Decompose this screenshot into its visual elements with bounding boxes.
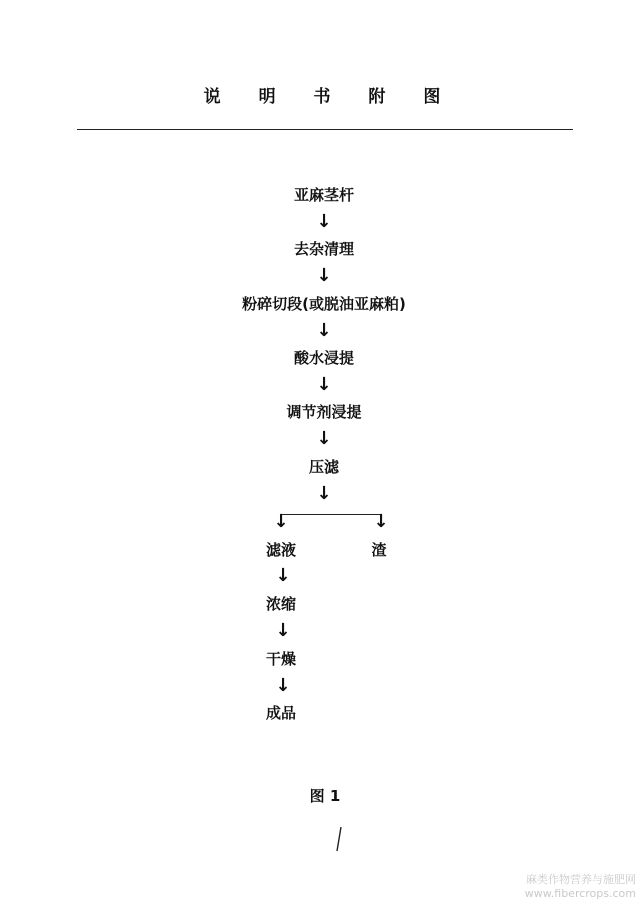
flow-step-concentration: 浓缩 (265, 595, 296, 613)
flow-arrow-6: ↓ (316, 483, 332, 504)
flow-arrow-2: ↓ (316, 265, 332, 286)
flow-step-flax-stalk: 亚麻茎杆 (293, 186, 354, 204)
flow-step-crushing: 粉碎切段(或脱油亚麻粕) (242, 295, 406, 313)
watermark (525, 873, 636, 901)
flow-arrow-1: ↓ (316, 211, 332, 232)
flow-arrow-7: ↓ (275, 565, 291, 586)
watermark-url: www.fibercrops.com (524, 887, 636, 900)
branch-arrow-left: ↓ (273, 511, 289, 532)
flow-arrow-8: ↓ (275, 620, 291, 641)
flow-step-acid-extraction: 酸水浸提 (293, 349, 354, 367)
page-title: 说 明 书 附 图 (203, 87, 457, 107)
flow-arrow-3: ↓ (316, 320, 332, 341)
branch-arrow-right: ↓ (373, 511, 389, 532)
flow-step-product: 成品 (265, 704, 296, 722)
flow-arrow-5: ↓ (316, 428, 332, 449)
pen-stroke-mark (335, 826, 343, 852)
flow-arrow-4: ↓ (316, 374, 332, 395)
header-rule (77, 129, 573, 130)
watermark-site-name: 麻类作物营养与施肥网 (526, 873, 636, 886)
flow-arrow-9: ↓ (275, 675, 291, 696)
flow-step-residue: 渣 (371, 541, 387, 559)
branch-connector-line (281, 514, 381, 515)
flow-step-press-filter: 压滤 (308, 458, 339, 476)
flow-step-cleaning: 去杂清理 (293, 240, 354, 258)
flow-step-drying: 干燥 (265, 650, 296, 668)
figure-caption: 图 1 (309, 787, 341, 805)
flow-step-regulator-extraction: 调节剂浸提 (286, 403, 362, 421)
flow-step-filtrate: 滤液 (265, 541, 296, 559)
